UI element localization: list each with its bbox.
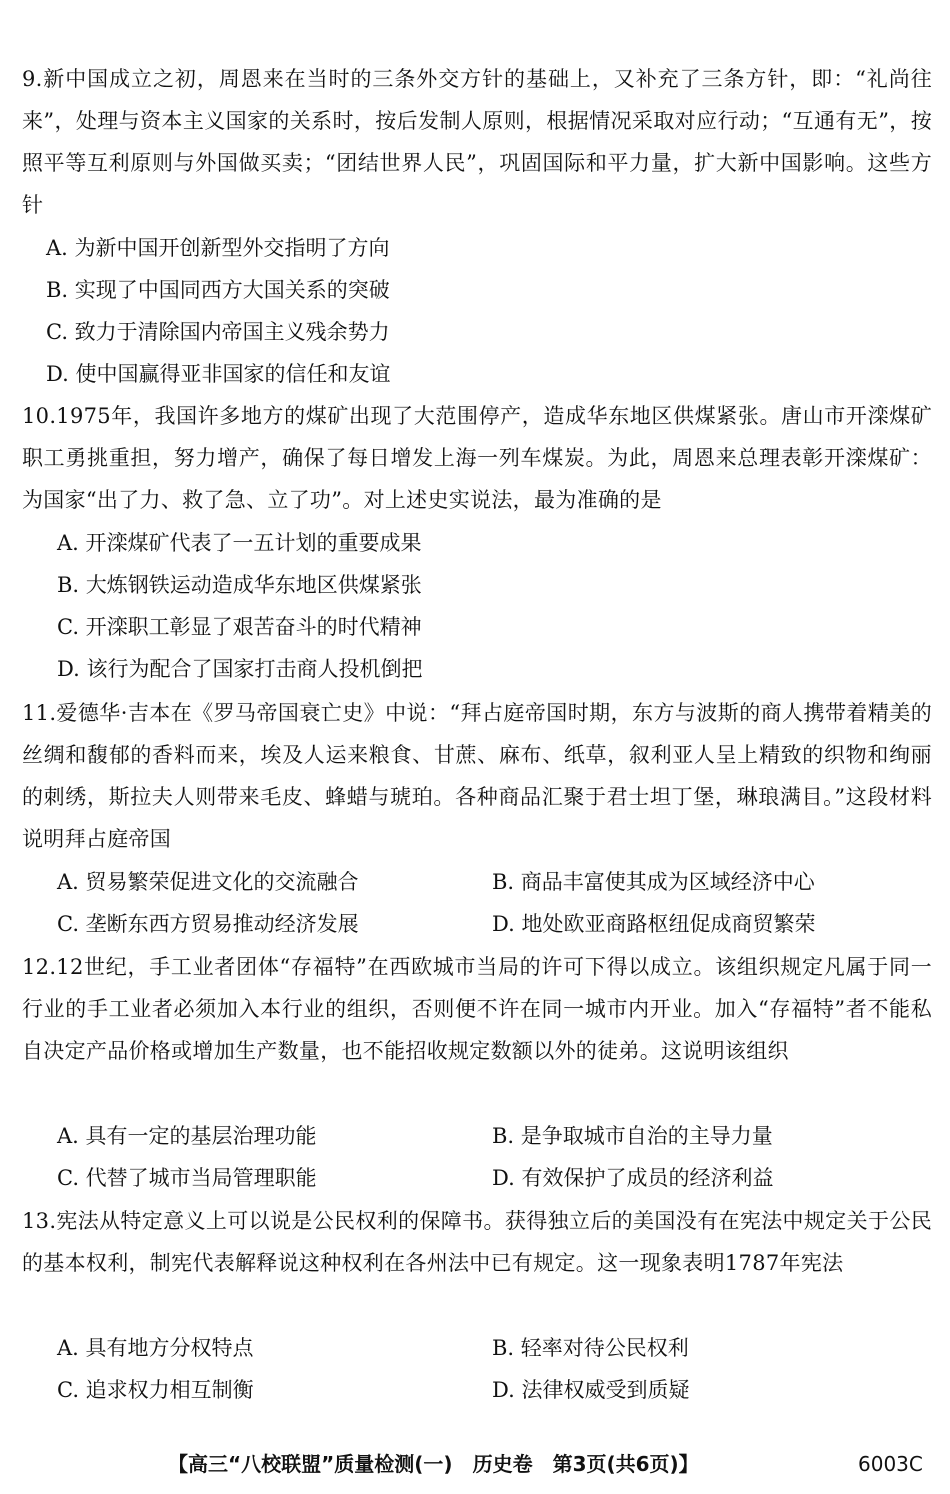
- option-a: A. 具有一定的基层治理功能: [57, 1124, 317, 1148]
- page-footer: [0, 1444, 950, 1484]
- option-b: B. 是争取城市自治的主导力量: [492, 1124, 773, 1148]
- option-c: C. 开滦职工彰显了艰苦奋斗的时代精神: [57, 615, 422, 639]
- option-a: A. 为新中国开创新型外交指明了方向: [46, 236, 390, 260]
- option-d: D. 地处欧亚商路枢纽促成商贸繁荣: [492, 912, 816, 936]
- option-a: A. 开滦煤矿代表了一五计划的重要成果: [57, 531, 422, 555]
- option-c: C. 追求权力相互制衡: [57, 1378, 254, 1402]
- option-b: B. 大炼钢铁运动造成华东地区供煤紧张: [57, 573, 422, 597]
- question-stem: 11.爱德华·吉本在《罗马帝国衰亡史》中说：“拜占庭帝国时期，东方与波斯的商人携带着精美的丝绸和馥郁的香料而来，埃及人运来粮食、甘蔗、麻布、纸草，叙利亚人呈上精致的织物和绚丽的刺绣，斯拉夫人则带来毛皮、蜂蜡与琥珀。各种商品汇聚于君士坦丁堡，琳琅满目。”这段材料说明拜占庭帝国: [22, 701, 932, 851]
- option-a: A. 具有地方分权特点: [57, 1336, 254, 1360]
- option-d: D. 使中国赢得亚非国家的信任和友谊: [46, 362, 391, 386]
- footer-code: 6003C: [858, 1452, 923, 1476]
- option-d: D. 有效保护了成员的经济利益: [492, 1166, 774, 1190]
- option-b: B. 轻率对待公民权利: [492, 1336, 689, 1360]
- question-stem: 12.12世纪，手工业者团体“存福特”在西欧城市当局的许可下得以成立。该组织规定凡属于同一行业的手工业者必须加入本行业的组织，否则便不许在同一城市内开业。加入“存福特”者不能私自决定产品价格或增加生产数量，也不能招收规定数额以外的徒弟。这说明该组织: [22, 955, 932, 1063]
- question-stem: 10.1975年，我国许多地方的煤矿出现了大范围停产，造成华东地区供煤紧张。唐山市开滦煤矿职工勇挑重担，努力增产，确保了每日增发上海一列车煤炭。为此，周恩来总理表彰开滦煤矿：为国家“出了力、救了急、立了功”。对上述史实说法，最为准确的是: [22, 404, 932, 512]
- option-c: C. 垄断东西方贸易推动经济发展: [57, 912, 359, 936]
- option-a: A. 贸易繁荣促进文化的交流融合: [57, 870, 359, 894]
- option-d: D. 法律权威受到质疑: [492, 1378, 690, 1402]
- option-b: B. 商品丰富使其成为区域经济中心: [492, 870, 815, 894]
- option-b: B. 实现了中国同西方大国关系的突破: [46, 278, 390, 302]
- option-c: C. 致力于清除国内帝国主义残余势力: [46, 320, 390, 344]
- footer-title: 【高三“八校联盟”质量检测(一) 历史卷 第3页(共6页)】: [168, 1452, 699, 1476]
- question-stem: 9.新中国成立之初，周恩来在当时的三条外交方针的基础上，又补充了三条方针，即：“礼尚往来”，处理与资本主义国家的关系时，按后发制人原则，根据情况采取对应行动；“互通有无”，按照平等互利原则与外国做买卖；“团结世界人民”，巩固国际和平力量，扩大新中国影响。这些方针: [22, 67, 932, 217]
- option-c: C. 代替了城市当局管理职能: [57, 1166, 317, 1190]
- option-d: D. 该行为配合了国家打击商人投机倒把: [57, 657, 423, 681]
- question-stem: 13.宪法从特定意义上可以说是公民权利的保障书。获得独立后的美国没有在宪法中规定关于公民的基本权利，制宪代表解释说这种权利在各州法中已有规定。这一现象表明1787年宪法: [22, 1209, 932, 1275]
